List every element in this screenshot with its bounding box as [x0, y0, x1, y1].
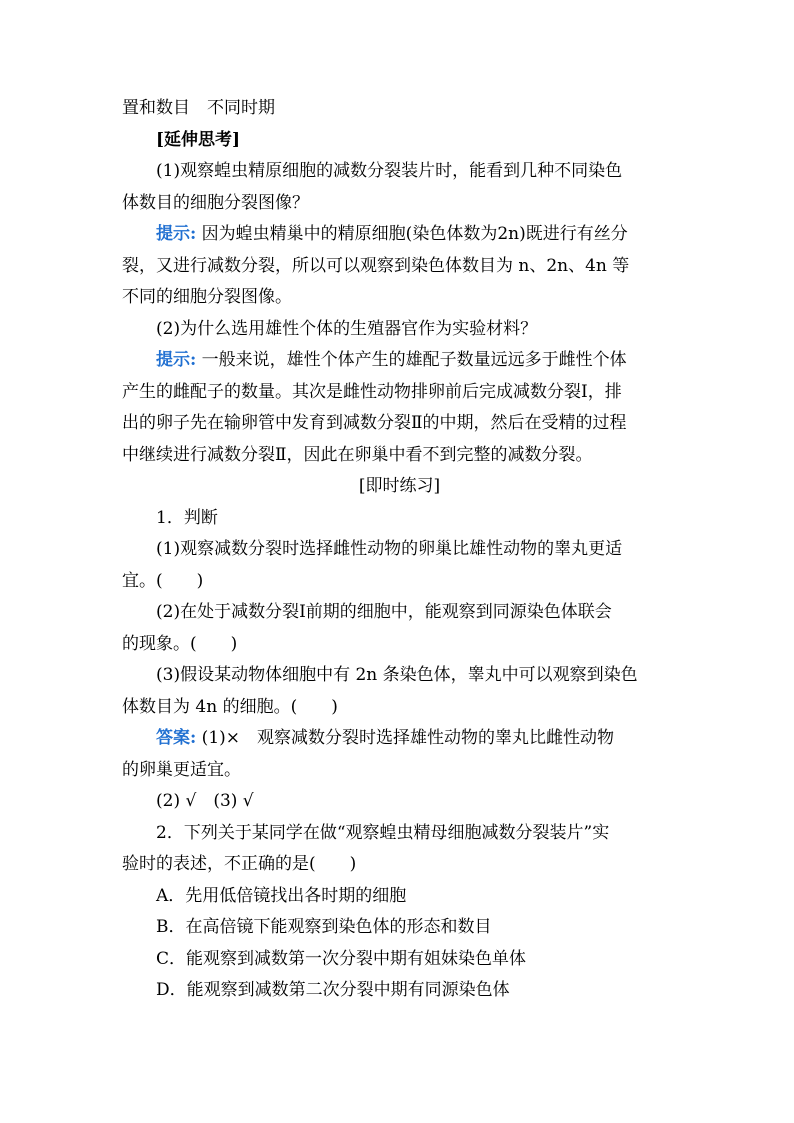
hint-1-text: 因为蝗虫精巢中的精原细胞(染色体数为2n)既进行有丝分	[196, 224, 628, 244]
hint-2-line-2: 产生的雌配子的数量。其次是雌性动物排卵前后完成减数分裂Ⅰ，排	[122, 381, 622, 402]
statement-3-line-2: 体数目为 4n 的细胞。( )	[122, 696, 338, 717]
answer-label: 答案:	[156, 728, 197, 748]
exercise-1	[122, 503, 677, 724]
hint-2-line-4: 中继续进行减数分裂Ⅱ，因此在卵巢中看不到完整的减数分裂。	[122, 444, 593, 465]
answer-1-text: (1)× 观察减数分裂时选择雄性动物的睾丸比雌性动物	[196, 728, 615, 748]
hint-2-text: 一般来说，雄性个体产生的雄配子数量远远多于雌性个体	[196, 350, 627, 370]
hint-1-line-2: 裂，又进行减数分裂，所以可以观察到染色体数目为 n、2n、4n 等	[122, 255, 630, 276]
option-b: B．在高倍镜下能观察到染色体的形态和数目	[156, 917, 492, 937]
option-d: D．能观察到减数第二次分裂中期有同源染色体	[156, 980, 510, 1000]
statement-1-line-2: 宜。( )	[122, 570, 204, 591]
continued-line: 置和数目 不同时期	[122, 98, 275, 118]
exercise-2-line-1: 2．下列关于某同学在做“观察蝗虫精母细胞减数分裂装片”实	[156, 822, 610, 843]
question-1-line-1: (1)观察蝗虫精原细胞的减数分裂装片时，能看到几种不同染色	[156, 161, 623, 181]
exercise-1-title: 1．判断	[156, 507, 218, 528]
hint-1	[122, 219, 677, 314]
hint-label: 提示:	[156, 350, 197, 370]
option-c: C．能观察到减数第一次分裂中期有姐妹染色单体	[156, 948, 527, 969]
hint-2-line-1	[122, 345, 677, 377]
document-content	[122, 93, 677, 1007]
question-2-line-1: (2)为什么选用雄性个体的生殖器官作为实验材料？	[156, 318, 538, 339]
statement-2-line-2: 的现象。( )	[122, 633, 238, 654]
answer-1-line-3: (2) √ (3) √	[156, 791, 254, 811]
statement-2-line-1: (2)在处于减数分裂Ⅰ前期的细胞中，能观察到同源染色体联会	[156, 602, 612, 622]
hint-1-line-3: 不同的细胞分裂图像。	[122, 287, 292, 307]
question-1-line-2: 体数目的细胞分裂图像？	[122, 192, 309, 213]
statement-1-line-1: (1)观察减数分裂时选择雌性动物的卵巢比雄性动物的睾丸更适	[156, 539, 623, 559]
question-2	[122, 314, 677, 346]
exercise-2	[122, 818, 677, 1007]
hint-2	[122, 345, 677, 471]
option-a: A．先用低倍镜找出各时期的细胞	[156, 885, 407, 906]
answer-1-line-2: 的卵巢更适宜。	[122, 759, 241, 780]
practice-title: [即时练习]	[358, 476, 441, 496]
question-1	[122, 156, 677, 219]
answer-1-line-1	[122, 723, 677, 755]
hint-1-line-1	[122, 219, 677, 251]
section-title: [延伸思考]	[156, 129, 241, 150]
hint-2-line-3: 出的卵子先在输卵管中发育到减数分裂Ⅱ的中期，然后在受精的过程	[122, 413, 627, 433]
hint-label: 提示:	[156, 224, 197, 244]
exercise-2-line-2: 验时的表述，不正确的是( )	[122, 854, 357, 874]
statement-3-line-1: (3)假设某动物体细胞中有 2n 条染色体，睾丸中可以观察到染色	[156, 665, 638, 685]
answer-1	[122, 723, 677, 818]
